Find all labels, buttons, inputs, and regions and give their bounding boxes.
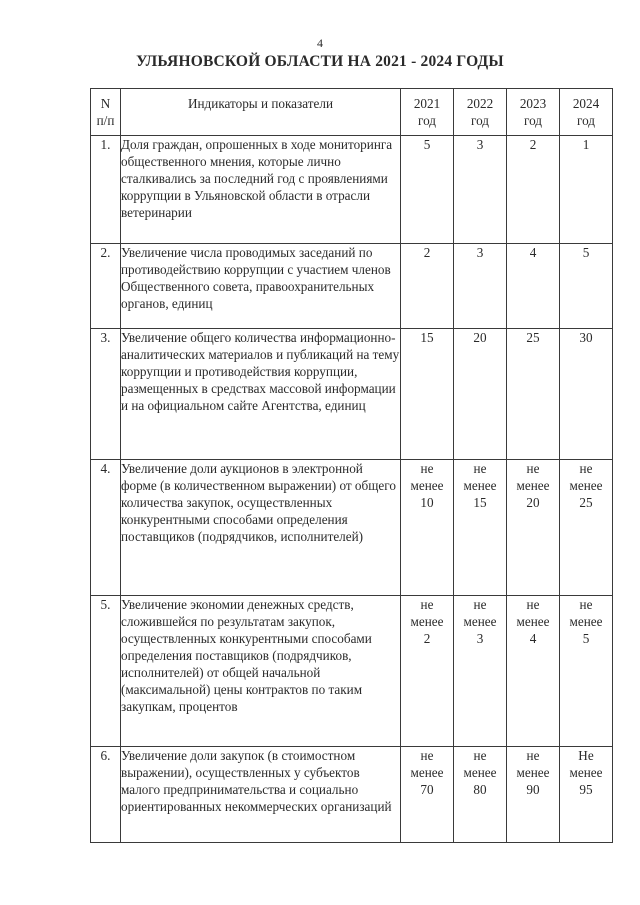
row-number: 2. bbox=[91, 244, 121, 329]
header-number-sublabel: п/п bbox=[96, 113, 115, 128]
value-prefix: менее bbox=[463, 614, 497, 629]
value: 20 bbox=[526, 495, 540, 510]
value-cell bbox=[507, 329, 560, 460]
header-year-label: 2021 bbox=[413, 96, 441, 111]
header-indicator-label: Индикаторы и показатели bbox=[187, 96, 334, 111]
header-number-cell bbox=[91, 89, 121, 136]
value-cell bbox=[507, 244, 560, 329]
value: 25 bbox=[579, 495, 593, 510]
value: 80 bbox=[473, 782, 487, 797]
value: 25 bbox=[526, 330, 540, 345]
value-prefix: менее bbox=[516, 765, 550, 780]
value-prefix: не bbox=[526, 597, 540, 612]
header-year-label: 2023 bbox=[519, 96, 547, 111]
page-number: 4 bbox=[317, 36, 323, 50]
header-year-unit: год bbox=[523, 113, 542, 128]
header-year-label: 2022 bbox=[466, 96, 494, 111]
value-cell bbox=[507, 460, 560, 596]
header-year-2024 bbox=[560, 89, 613, 136]
row-number: 6. bbox=[91, 747, 121, 843]
value-prefix: менее bbox=[463, 478, 497, 493]
value: 5 bbox=[582, 245, 590, 260]
row-number: 3. bbox=[91, 329, 121, 460]
value-prefix: Не bbox=[578, 748, 594, 763]
value-cell bbox=[560, 460, 613, 596]
value: 1 bbox=[582, 137, 590, 152]
value: 15 bbox=[420, 330, 434, 345]
header-year-2021 bbox=[401, 89, 454, 136]
value: 5 bbox=[582, 631, 590, 646]
value-cell bbox=[560, 329, 613, 460]
value-cell bbox=[507, 596, 560, 747]
value-prefix: не bbox=[420, 748, 434, 763]
table-row bbox=[91, 244, 613, 329]
value-cell bbox=[454, 460, 507, 596]
value-cell bbox=[401, 329, 454, 460]
value-cell bbox=[507, 747, 560, 843]
row-indicator: Увеличение доли закупок (в стоимостном выражении), осуществленных у субъектов малого предпринимательства и социально ориентированных некоммерческих организаций bbox=[121, 747, 401, 843]
value-prefix: не bbox=[579, 597, 593, 612]
row-number: 4. bbox=[91, 460, 121, 596]
table-row bbox=[91, 596, 613, 747]
table-header-row bbox=[91, 89, 613, 136]
header-year-2023 bbox=[507, 89, 560, 136]
value-prefix: менее bbox=[516, 478, 550, 493]
value-cell bbox=[560, 596, 613, 747]
value-cell bbox=[454, 136, 507, 244]
value-cell bbox=[454, 244, 507, 329]
value: 90 bbox=[526, 782, 540, 797]
value-prefix: не bbox=[473, 748, 487, 763]
row-indicator: Увеличение доли аукционов в электронной форме (в количественном выражении) от общего количества закупок, осуществленных конкурентными способами определения поставщиков (подрядчиков, исполнителей) bbox=[121, 460, 401, 596]
value-prefix: не bbox=[420, 597, 434, 612]
value-prefix: менее bbox=[410, 765, 444, 780]
value: 30 bbox=[579, 330, 593, 345]
value-prefix: менее bbox=[516, 614, 550, 629]
row-number: 1. bbox=[91, 136, 121, 244]
value-prefix: не bbox=[420, 461, 434, 476]
value-prefix: менее bbox=[569, 765, 603, 780]
row-indicator: Доля граждан, опрошенных в ходе мониторинга общественного мнения, которые лично сталкивались за последний год с проявлениями коррупции в Ульяновской области в отрасли ветеринарии bbox=[121, 136, 401, 244]
value-cell bbox=[401, 244, 454, 329]
value-cell bbox=[401, 136, 454, 244]
value-cell bbox=[454, 329, 507, 460]
value-prefix: менее bbox=[569, 614, 603, 629]
value-prefix: не bbox=[526, 461, 540, 476]
row-indicator: Увеличение числа проводимых заседаний по противодействию коррупции с участием членов Общественного совета, правоохранительных органов, единиц bbox=[121, 244, 401, 329]
value: 3 bbox=[476, 245, 484, 260]
value-cell bbox=[401, 747, 454, 843]
value-cell bbox=[454, 747, 507, 843]
value-cell bbox=[401, 460, 454, 596]
value: 20 bbox=[473, 330, 487, 345]
value: 95 bbox=[579, 782, 593, 797]
row-number: 5. bbox=[91, 596, 121, 747]
header-indicator-cell bbox=[121, 89, 401, 136]
value: 3 bbox=[476, 631, 484, 646]
value: 2 bbox=[529, 137, 537, 152]
value: 2 bbox=[423, 631, 431, 646]
indicators-table bbox=[90, 88, 613, 843]
header-year-unit: год bbox=[417, 113, 436, 128]
header-year-unit: год bbox=[576, 113, 595, 128]
table-row bbox=[91, 136, 613, 244]
value-prefix: не bbox=[473, 597, 487, 612]
value: 70 bbox=[420, 782, 434, 797]
document-title: УЛЬЯНОВСКОЙ ОБЛАСТИ НА 2021 - 2024 ГОДЫ bbox=[136, 53, 504, 70]
value: 5 bbox=[423, 137, 431, 152]
table-row bbox=[91, 329, 613, 460]
value: 4 bbox=[529, 631, 537, 646]
value: 10 bbox=[420, 495, 434, 510]
value-prefix: менее bbox=[410, 478, 444, 493]
row-indicator: Увеличение общего количества информационно-аналитических материалов и публикаций на тему коррупции и противодействия коррупции, размещенных в средствах массовой информации и на официальном сайте Агентства, единиц bbox=[121, 329, 401, 460]
value-cell bbox=[401, 596, 454, 747]
table-row bbox=[91, 747, 613, 843]
header-year-2022 bbox=[454, 89, 507, 136]
value-cell bbox=[560, 136, 613, 244]
value-prefix: не bbox=[473, 461, 487, 476]
value-cell bbox=[507, 136, 560, 244]
value: 2 bbox=[423, 245, 431, 260]
value: 15 bbox=[473, 495, 487, 510]
value-cell bbox=[560, 244, 613, 329]
value-prefix: менее bbox=[410, 614, 444, 629]
row-indicator: Увеличение экономии денежных средств, сложившейся по результатам закупок, осуществленных конкурентными способами определения поставщиков (подрядчиков, исполнителей) от общей начальной (максимальной) цены контрактов по таким закупкам, процентов bbox=[121, 596, 401, 747]
value: 4 bbox=[529, 245, 537, 260]
value-prefix: не bbox=[526, 748, 540, 763]
value: 3 bbox=[476, 137, 484, 152]
value-cell bbox=[560, 747, 613, 843]
value-prefix: менее bbox=[569, 478, 603, 493]
value-prefix: менее bbox=[463, 765, 497, 780]
value-cell bbox=[454, 596, 507, 747]
header-year-label: 2024 bbox=[572, 96, 600, 111]
value-prefix: не bbox=[579, 461, 593, 476]
header-year-unit: год bbox=[470, 113, 489, 128]
header-number-label: N bbox=[100, 96, 111, 111]
table-row bbox=[91, 460, 613, 596]
